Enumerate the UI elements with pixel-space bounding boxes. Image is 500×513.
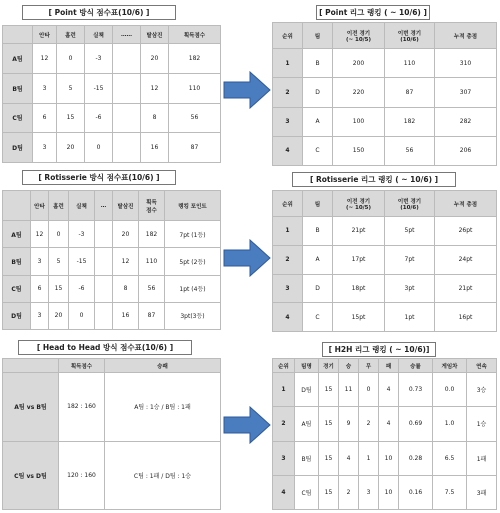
rank-cell: 2 xyxy=(273,78,303,107)
cell: 21pt xyxy=(333,217,385,246)
cell: C팀 : 1패 / D팀 : 1승 xyxy=(105,441,221,510)
col-header: 순위 xyxy=(273,359,295,373)
cell: 5pt xyxy=(385,217,435,246)
h2h-score-table xyxy=(2,358,221,510)
col-header: 탈삼진 xyxy=(113,191,139,221)
col-header: 연속 xyxy=(467,359,497,373)
cell: A팀 : 1승 / B팀 : 1패 xyxy=(105,373,221,442)
cell: 8 xyxy=(113,275,139,302)
cell: 1pt xyxy=(385,303,435,332)
cell: 206 xyxy=(435,136,497,165)
table-row xyxy=(273,441,497,475)
cell: 0 xyxy=(49,221,69,248)
cell: 220 xyxy=(333,78,385,107)
arrow-shape xyxy=(224,72,270,108)
cell: 26pt xyxy=(435,217,497,246)
cell: 12 xyxy=(141,73,169,103)
cell: 20 xyxy=(113,221,139,248)
col-header: 누적 총점 xyxy=(435,191,497,217)
cell: 15 xyxy=(49,275,69,302)
cell: 110 xyxy=(169,73,221,103)
cell: -3 xyxy=(69,221,95,248)
h2h-score-title: [ Head to Head 방식 점수표(10/6) ] xyxy=(18,340,192,355)
col-header: 누적 총점 xyxy=(435,23,497,49)
cell: 182 xyxy=(169,44,221,74)
col-header: 승패 xyxy=(105,359,221,373)
table-row xyxy=(273,274,497,303)
matchup-cell: A팀 vs B팀 xyxy=(3,373,59,442)
cell: 12 xyxy=(113,248,139,275)
cell: 3 xyxy=(31,248,49,275)
cell: 1패 xyxy=(467,441,497,475)
cell: D xyxy=(303,274,333,303)
col-header: 안타 xyxy=(33,26,57,44)
cell: B팀 xyxy=(295,441,319,475)
cell: 7.5 xyxy=(433,475,467,509)
cell: 2 xyxy=(359,407,379,441)
col-header: …… xyxy=(113,26,141,44)
col-header: 획득점수 xyxy=(169,26,221,44)
cell: 87 xyxy=(169,133,221,163)
cell: 110 xyxy=(385,49,435,78)
col-header xyxy=(3,359,59,373)
col-header: 팀 xyxy=(303,23,333,49)
cell: 5 xyxy=(49,248,69,275)
cell: 0 xyxy=(359,373,379,407)
cell: 0 xyxy=(85,133,113,163)
col-header: 탈삼진 xyxy=(141,26,169,44)
arrow-shape xyxy=(224,240,270,276)
table-row xyxy=(273,136,497,165)
cell: 3 xyxy=(33,133,57,163)
team-cell: B팀 xyxy=(3,248,31,275)
table-row xyxy=(3,44,221,74)
cell: 0.28 xyxy=(399,441,433,475)
point-rank-table xyxy=(272,22,497,166)
table-row xyxy=(273,49,497,78)
cell: 200 xyxy=(333,49,385,78)
cell: 15 xyxy=(319,407,339,441)
team-cell: B팀 xyxy=(3,73,33,103)
cell: 310 xyxy=(435,49,497,78)
cell: 15 xyxy=(57,103,85,133)
cell xyxy=(95,248,113,275)
cell: 18pt xyxy=(333,274,385,303)
cell: 120 : 160 xyxy=(59,441,105,510)
team-cell: A팀 xyxy=(3,44,33,74)
cell: 6 xyxy=(33,103,57,133)
cell: 150 xyxy=(333,136,385,165)
point-score-table xyxy=(2,25,221,163)
table-row xyxy=(3,441,221,510)
h2h-rank-table xyxy=(272,358,497,510)
cell: 110 xyxy=(139,248,165,275)
cell xyxy=(113,73,141,103)
col-header: 획득 점수 xyxy=(139,191,165,221)
cell: 3 xyxy=(359,475,379,509)
rank-cell: 1 xyxy=(273,217,303,246)
arrow-shape xyxy=(224,407,270,443)
cell: 3 xyxy=(31,302,49,329)
cell: 4 xyxy=(339,441,359,475)
col-header: 이번 경기 (10/6) xyxy=(385,191,435,217)
col-header: 이전 경기 (~ 10/5) xyxy=(333,23,385,49)
table-row xyxy=(3,373,221,442)
table-row xyxy=(3,302,221,329)
h2h-rank-title: [ H2H 리그 랭킹 ( ~ 10/6)] xyxy=(322,342,436,357)
cell xyxy=(113,133,141,163)
col-header: 홈런 xyxy=(49,191,69,221)
cell: C팀 xyxy=(295,475,319,509)
cell: 16pt xyxy=(435,303,497,332)
cell: -6 xyxy=(85,103,113,133)
cell: 182 xyxy=(139,221,165,248)
cell: 56 xyxy=(385,136,435,165)
table-row xyxy=(3,73,221,103)
rank-cell: 4 xyxy=(273,136,303,165)
cell: 16 xyxy=(141,133,169,163)
col-header: 안타 xyxy=(31,191,49,221)
cell: 1승 xyxy=(467,407,497,441)
cell: B xyxy=(303,49,333,78)
cell xyxy=(95,302,113,329)
col-header: 패 xyxy=(379,359,399,373)
cell: 0 xyxy=(69,302,95,329)
cell: 87 xyxy=(385,78,435,107)
cell xyxy=(113,103,141,133)
cell: 11 xyxy=(339,373,359,407)
col-header: 랭킹 포인트 xyxy=(165,191,221,221)
rank-cell: 3 xyxy=(273,274,303,303)
cell: 3승 xyxy=(467,373,497,407)
rank-cell: 4 xyxy=(273,475,295,509)
col-header: 순위 xyxy=(273,191,303,217)
table-row xyxy=(3,221,221,248)
col-header xyxy=(3,191,31,221)
cell: 3 xyxy=(33,73,57,103)
cell: 17pt xyxy=(333,245,385,274)
arrow-right-icon xyxy=(222,405,272,445)
col-header: 승 xyxy=(339,359,359,373)
cell: 1pt (4등) xyxy=(165,275,221,302)
team-cell: D팀 xyxy=(3,133,33,163)
cell: 282 xyxy=(435,107,497,136)
table-row xyxy=(273,475,497,509)
col-header: 실책 xyxy=(69,191,95,221)
cell: 87 xyxy=(139,302,165,329)
rank-cell: 3 xyxy=(273,107,303,136)
roto-rank-title: [ Rotisserie 리그 랭킹 ( ~ 10/6) ] xyxy=(292,172,456,187)
table-row xyxy=(273,217,497,246)
col-header: 팀 xyxy=(303,191,333,217)
cell xyxy=(95,275,113,302)
cell: 4 xyxy=(379,407,399,441)
cell: 6.5 xyxy=(433,441,467,475)
cell: 7pt xyxy=(385,245,435,274)
team-cell: D팀 xyxy=(3,302,31,329)
cell: 6 xyxy=(31,275,49,302)
col-header: … xyxy=(95,191,113,221)
table-row xyxy=(273,373,497,407)
cell: -15 xyxy=(69,248,95,275)
cell: 0 xyxy=(57,44,85,74)
cell: 3패 xyxy=(467,475,497,509)
table-row xyxy=(3,248,221,275)
point-score-title: [ Point 방식 점수표(10/6) ] xyxy=(22,5,176,20)
cell: 0.69 xyxy=(399,407,433,441)
cell: 8 xyxy=(141,103,169,133)
rank-cell: 3 xyxy=(273,441,295,475)
cell: 0.0 xyxy=(433,373,467,407)
rank-cell: 2 xyxy=(273,407,295,441)
cell: 182 : 160 xyxy=(59,373,105,442)
arrow-right-icon xyxy=(222,70,272,110)
cell: 21pt xyxy=(435,274,497,303)
cell: 10 xyxy=(379,475,399,509)
col-header: 이전 경기 (~ 10/5) xyxy=(333,191,385,217)
table-row xyxy=(273,407,497,441)
col-header: 게임차 xyxy=(433,359,467,373)
team-cell: A팀 xyxy=(3,221,31,248)
table-row xyxy=(273,107,497,136)
table-row xyxy=(3,133,221,163)
cell: 5pt (2등) xyxy=(165,248,221,275)
cell: 56 xyxy=(139,275,165,302)
cell: 15 xyxy=(319,373,339,407)
cell: 15pt xyxy=(333,303,385,332)
col-header: 실책 xyxy=(85,26,113,44)
col-header: 획득점수 xyxy=(59,359,105,373)
cell: 20 xyxy=(57,133,85,163)
cell: 307 xyxy=(435,78,497,107)
cell: 1.0 xyxy=(433,407,467,441)
cell: D팀 xyxy=(295,373,319,407)
cell: -15 xyxy=(85,73,113,103)
cell: 182 xyxy=(385,107,435,136)
cell: D xyxy=(303,78,333,107)
cell: B xyxy=(303,217,333,246)
cell: 24pt xyxy=(435,245,497,274)
cell: 5 xyxy=(57,73,85,103)
cell: 100 xyxy=(333,107,385,136)
cell: -6 xyxy=(69,275,95,302)
col-header: 승률 xyxy=(399,359,433,373)
cell: 4 xyxy=(379,373,399,407)
cell: 0.73 xyxy=(399,373,433,407)
cell: 3pt xyxy=(385,274,435,303)
cell: 1 xyxy=(359,441,379,475)
table-row xyxy=(3,103,221,133)
team-cell: C팀 xyxy=(3,103,33,133)
cell: A xyxy=(303,107,333,136)
cell: 12 xyxy=(33,44,57,74)
cell: A xyxy=(303,245,333,274)
roto-score-table xyxy=(2,190,221,330)
cell: C xyxy=(303,136,333,165)
cell: 15 xyxy=(319,441,339,475)
col-header: 무 xyxy=(359,359,379,373)
col-header: 이번 경기 (10/6) xyxy=(385,23,435,49)
arrow-right-icon xyxy=(222,238,272,278)
cell xyxy=(95,221,113,248)
cell: 7pt (1등) xyxy=(165,221,221,248)
table-row xyxy=(3,275,221,302)
cell: 10 xyxy=(379,441,399,475)
cell: 20 xyxy=(141,44,169,74)
cell: 16 xyxy=(113,302,139,329)
cell: 12 xyxy=(31,221,49,248)
cell: 9 xyxy=(339,407,359,441)
cell: 2 xyxy=(339,475,359,509)
cell: -3 xyxy=(85,44,113,74)
roto-score-title: [ Rotisserie 방식 점수표(10/6) ] xyxy=(22,170,176,185)
col-header: 순위 xyxy=(273,23,303,49)
col-header: 팀명 xyxy=(295,359,319,373)
rank-cell: 4 xyxy=(273,303,303,332)
team-cell: C팀 xyxy=(3,275,31,302)
rank-cell: 1 xyxy=(273,49,303,78)
cell: 3pt(3등) xyxy=(165,302,221,329)
cell: 20 xyxy=(49,302,69,329)
cell xyxy=(113,44,141,74)
table-row xyxy=(273,78,497,107)
cell: 0.16 xyxy=(399,475,433,509)
rank-cell: 1 xyxy=(273,373,295,407)
col-header: 홈런 xyxy=(57,26,85,44)
cell: C xyxy=(303,303,333,332)
point-rank-title: [ Point 리그 랭킹 ( ~ 10/6) ] xyxy=(316,5,430,20)
table-row xyxy=(273,245,497,274)
table-row xyxy=(273,303,497,332)
cell: A팀 xyxy=(295,407,319,441)
cell: 56 xyxy=(169,103,221,133)
col-header xyxy=(3,26,33,44)
roto-rank-table xyxy=(272,190,497,332)
cell: 15 xyxy=(319,475,339,509)
matchup-cell: C팀 vs D팀 xyxy=(3,441,59,510)
rank-cell: 2 xyxy=(273,245,303,274)
col-header: 경기 xyxy=(319,359,339,373)
